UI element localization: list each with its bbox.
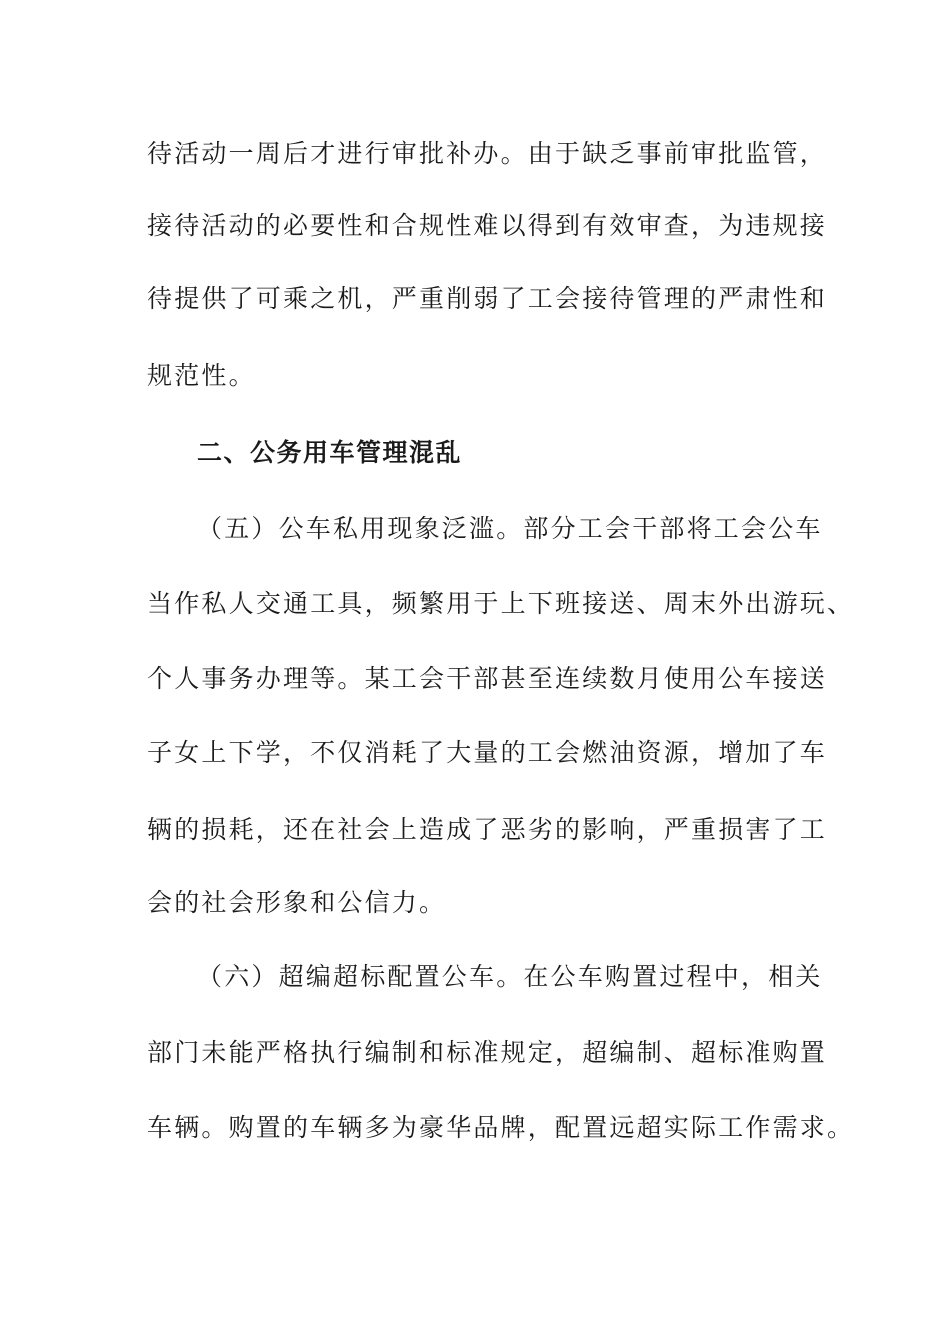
section-heading: 二、公务用车管理混乱 — [197, 438, 463, 467]
paragraph-line: 辆的损耗，还在社会上造成了恶劣的影响，严重损害了工 — [147, 815, 828, 844]
paragraph-line: 部门未能严格执行编制和标准规定，超编制、超标准购置 — [147, 1038, 828, 1067]
paragraph-line: 车辆。购置的车辆多为豪华品牌，配置远超实际工作需求。 — [147, 1113, 855, 1142]
paragraph-line: 会的社会形象和公信力。 — [147, 888, 447, 917]
paragraph-line: 待提供了可乘之机，严重削弱了工会接待管理的严肃性和 — [147, 284, 828, 313]
paragraph-line: 当作私人交通工具，频繁用于上下班接送、周末外出游玩、 — [147, 589, 855, 618]
paragraph-line: 待活动一周后才进行审批补办。由于缺乏事前审批监管， — [147, 139, 828, 168]
paragraph-line: （五）公车私用现象泛滥。部分工会干部将工会公车 — [197, 514, 823, 543]
paragraph-line: （六）超编超标配置公车。在公车购置过程中，相关 — [197, 962, 823, 991]
paragraph-line: 个人事务办理等。某工会干部甚至连续数月使用公车接送 — [147, 664, 828, 693]
paragraph-line: 子女上下学，不仅消耗了大量的工会燃油资源，增加了车 — [147, 738, 828, 767]
paragraph-line: 接待活动的必要性和合规性难以得到有效审查，为违规接 — [147, 211, 828, 240]
paragraph-line: 规范性。 — [147, 361, 256, 390]
